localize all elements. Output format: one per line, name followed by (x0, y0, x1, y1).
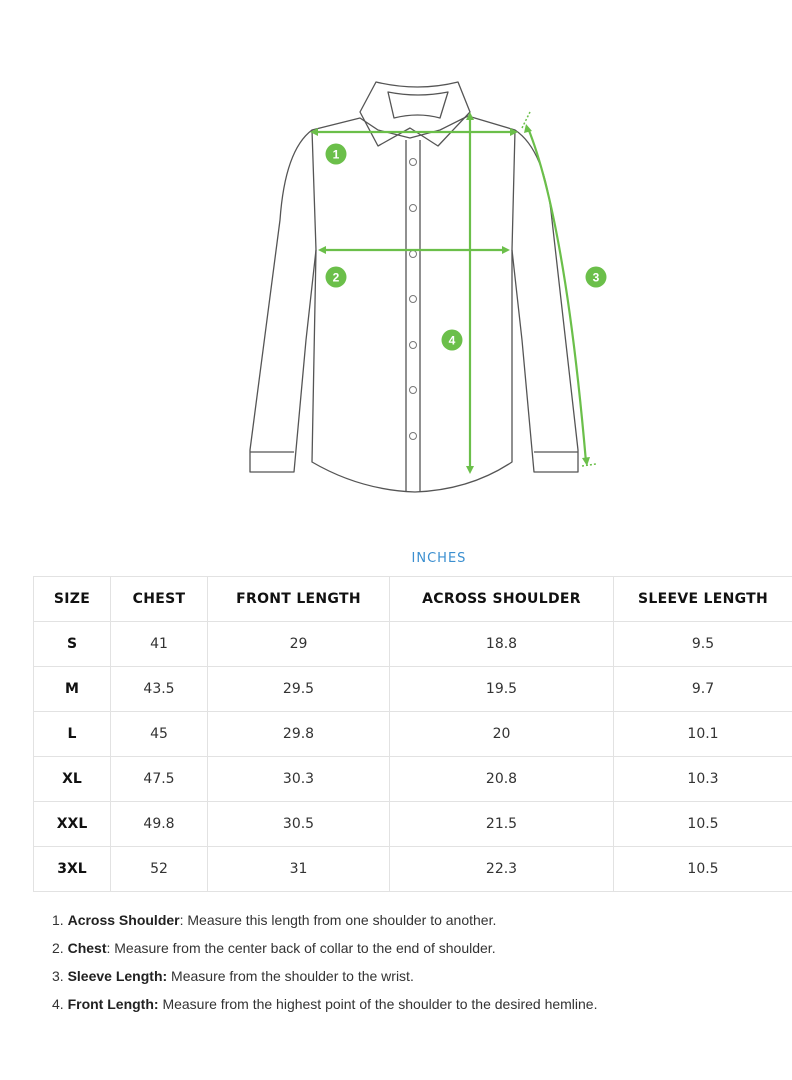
chest-cell: 41 (111, 622, 208, 667)
chest-cell: 49.8 (111, 802, 208, 847)
sleeve-length-cell: 9.5 (614, 622, 792, 667)
shirt-button (410, 159, 417, 166)
front-length-cell: 30.5 (208, 802, 390, 847)
across-shoulder-cell: 20.8 (390, 757, 614, 802)
note-text: Measure from the highest point of the shoulder to the desired hemline. (158, 996, 598, 1012)
sleeve-length-cell: 10.5 (614, 847, 792, 892)
note-text: : Measure from the center back of collar to the end of shoulder. (106, 940, 496, 956)
front-length-cell: 29 (208, 622, 390, 667)
measurement-notes (52, 909, 752, 1021)
table-row (34, 667, 792, 712)
note-number: 1. (52, 912, 64, 928)
marker-3-label: 3 (592, 270, 600, 285)
note-term: Across Shoulder (67, 912, 180, 928)
header-chest: CHEST (111, 577, 208, 622)
front-length-cell: 29.8 (208, 712, 390, 757)
front-length-cell: 30.3 (208, 757, 390, 802)
marker-4-label: 4 (448, 333, 456, 348)
size-cell: S (34, 622, 111, 667)
across-shoulder-cell: 20 (390, 712, 614, 757)
size-cell: M (34, 667, 111, 712)
note-item (52, 937, 752, 965)
shirt-button (410, 342, 417, 349)
chest-cell: 43.5 (111, 667, 208, 712)
table-row (34, 847, 792, 892)
header-sleeve-length: SLEEVE LENGTH (614, 577, 792, 622)
note-term: Front Length: (67, 996, 159, 1012)
unit-label: INCHES (411, 551, 467, 566)
table-row (34, 802, 792, 847)
marker-1-label: 1 (332, 147, 340, 162)
note-text: Measure from the shoulder to the wrist. (167, 968, 414, 984)
front-length-cell: 29.5 (208, 667, 390, 712)
shirt-button (410, 251, 417, 258)
note-number: 3. (52, 968, 64, 984)
shirt-button (410, 205, 417, 212)
across-shoulder-cell: 18.8 (390, 622, 614, 667)
across-shoulder-cell: 22.3 (390, 847, 614, 892)
marker-2-label: 2 (332, 270, 340, 285)
shirt-button (410, 296, 417, 303)
left-sleeve-outline (250, 130, 316, 472)
note-term: Sleeve Length: (67, 968, 168, 984)
note-item (52, 993, 752, 1021)
note-text: : Measure this length from one shoulder to another. (179, 912, 497, 928)
across-shoulder-cell: 21.5 (390, 802, 614, 847)
size-cell: XXL (34, 802, 111, 847)
note-item (52, 965, 752, 993)
size-cell: 3XL (34, 847, 111, 892)
table-row (34, 712, 792, 757)
shirt-button (410, 387, 417, 394)
chest-cell: 45 (111, 712, 208, 757)
sleeve-length-cell: 10.5 (614, 802, 792, 847)
shirt-button (410, 433, 417, 440)
front-length-cell: 31 (208, 847, 390, 892)
table-row (34, 622, 792, 667)
shirt-measurement-illustration (230, 70, 620, 510)
table-header-row (34, 577, 792, 622)
size-chart-table (33, 576, 792, 892)
sleeve-length-cell: 9.7 (614, 667, 792, 712)
sleeve-length-cell: 10.1 (614, 712, 792, 757)
header-across-shoulder: ACROSS SHOULDER (390, 577, 614, 622)
header-front-length: FRONT LENGTH (208, 577, 390, 622)
sleeve-length-cell: 10.3 (614, 757, 792, 802)
size-cell: L (34, 712, 111, 757)
note-number: 4. (52, 996, 64, 1012)
note-term: Chest (67, 940, 107, 956)
note-number: 2. (52, 940, 64, 956)
table-row (34, 757, 792, 802)
chest-cell: 47.5 (111, 757, 208, 802)
size-cell: XL (34, 757, 111, 802)
chest-cell: 52 (111, 847, 208, 892)
note-item (52, 909, 752, 937)
across-shoulder-cell: 19.5 (390, 667, 614, 712)
sleeve-measure-line (528, 128, 586, 462)
header-size: SIZE (34, 577, 111, 622)
